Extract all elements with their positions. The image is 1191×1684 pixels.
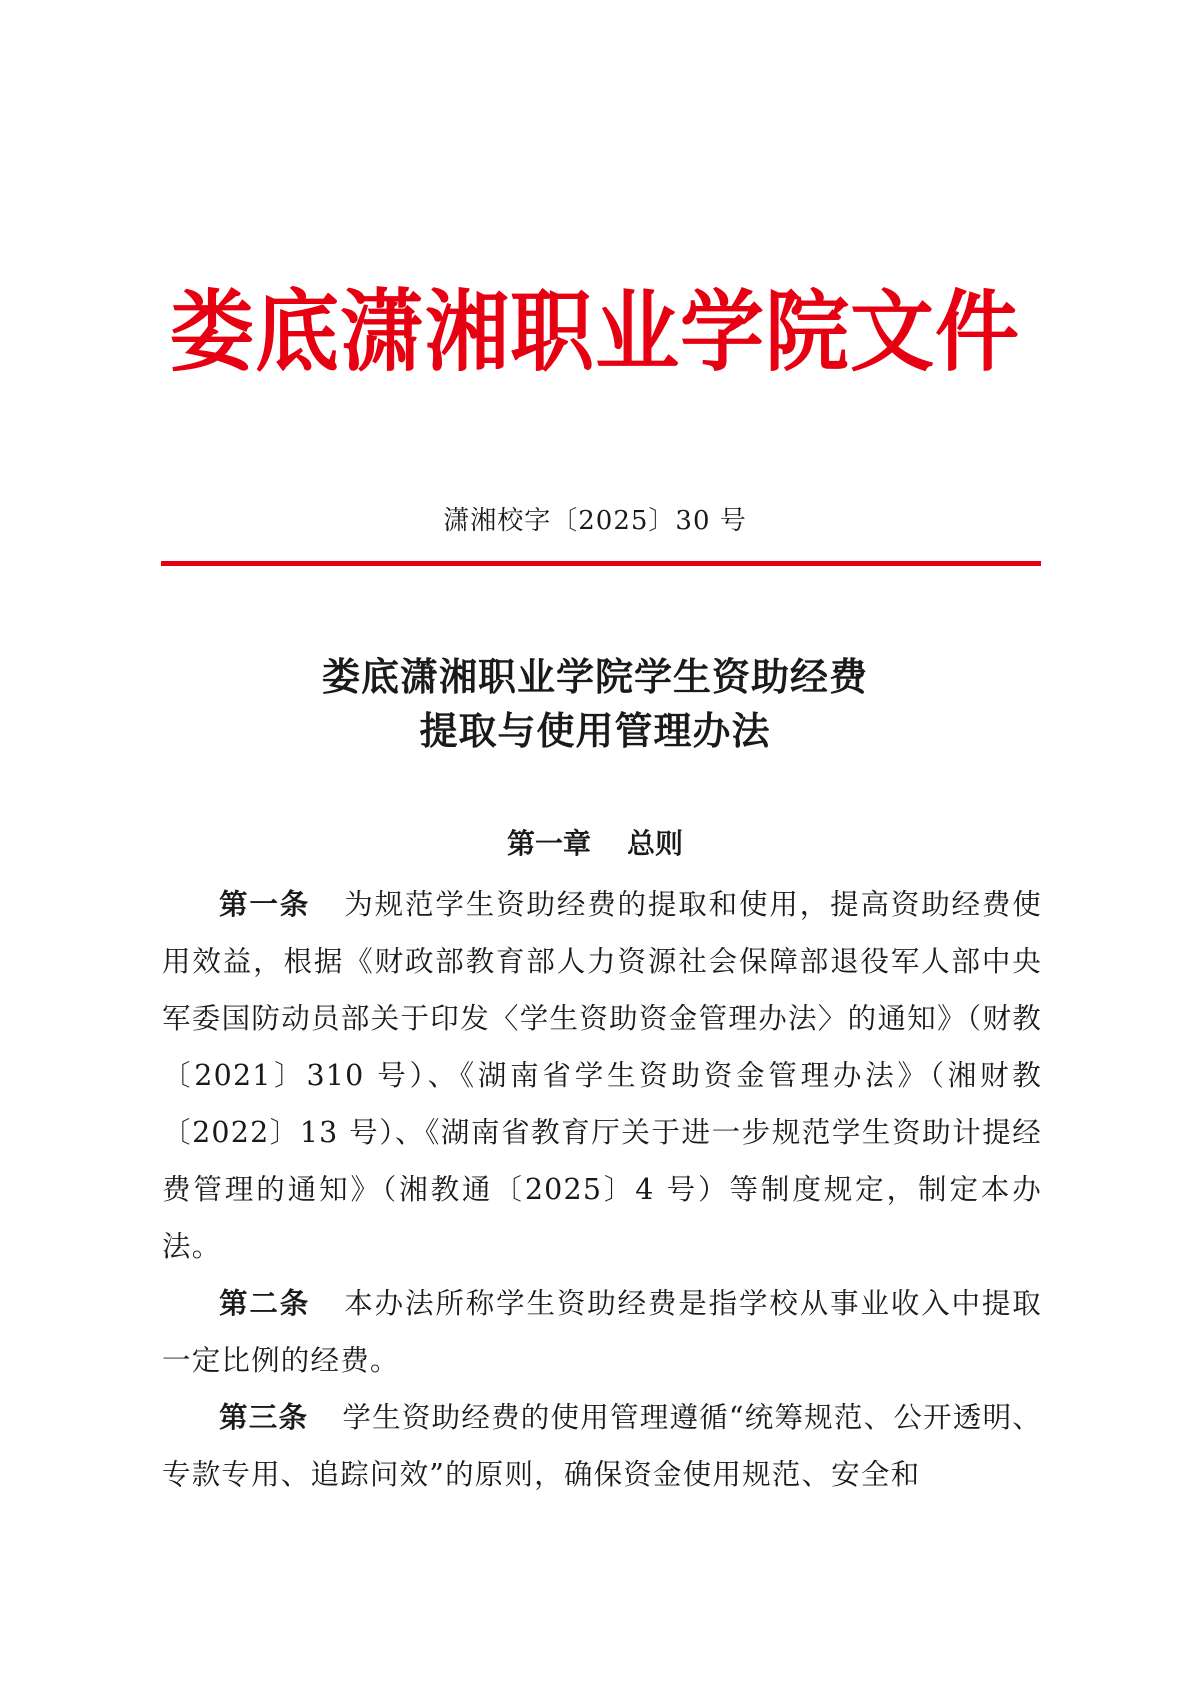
document-title <box>150 650 1040 758</box>
red-divider-line <box>161 561 1041 566</box>
document-title-line-2: 提取与使用管理办法 <box>419 708 771 753</box>
masthead-title: 娄底潇湘职业学院文件 <box>169 279 1020 384</box>
document-title-line-1: 娄底潇湘职业学院学生资助经费 <box>321 654 868 699</box>
document-number: 潇湘校字〔2025〕30 号 <box>443 506 747 536</box>
article-text: 本办法所称学生资助经费是指学校从事业收入中提取一定比例的经费。 <box>162 1287 1042 1377</box>
article-text: 学生资助经费的使用管理遵循“统筹规范、公开透明、专款专用、追踪问效”的原则，确保资金使用规范、安全和 <box>162 1401 1042 1491</box>
chapter-number: 第一章 <box>506 827 591 860</box>
chapter-heading <box>150 824 1040 864</box>
article-text: 为规范学生资助经费的提取和使用，提高资助经费使用效益，根据《财政部教育部人力资源社会保障部退役军人部中央军委国防动员部关于印发〈学生资助资金管理办法〉的通知》（财教〔2021〕310 号）、《湖南省学生资助资金管理办法》（湘财教〔2022〕13 号）、《湖南省教育厅关于进一步规范学生资助计提经费管理的通知》（湘教通〔2025〕4 号）等制度规定，制定本办法。 <box>162 888 1042 1263</box>
chapter-name: 总则 <box>627 827 684 860</box>
article-paragraph <box>162 876 1042 1275</box>
article-paragraph <box>162 1389 1042 1503</box>
article-paragraph <box>162 1275 1042 1389</box>
article-label: 第一条 <box>219 888 311 921</box>
article-label: 第二条 <box>219 1287 311 1320</box>
article-label: 第三条 <box>219 1401 309 1434</box>
document-body <box>162 876 1042 1503</box>
